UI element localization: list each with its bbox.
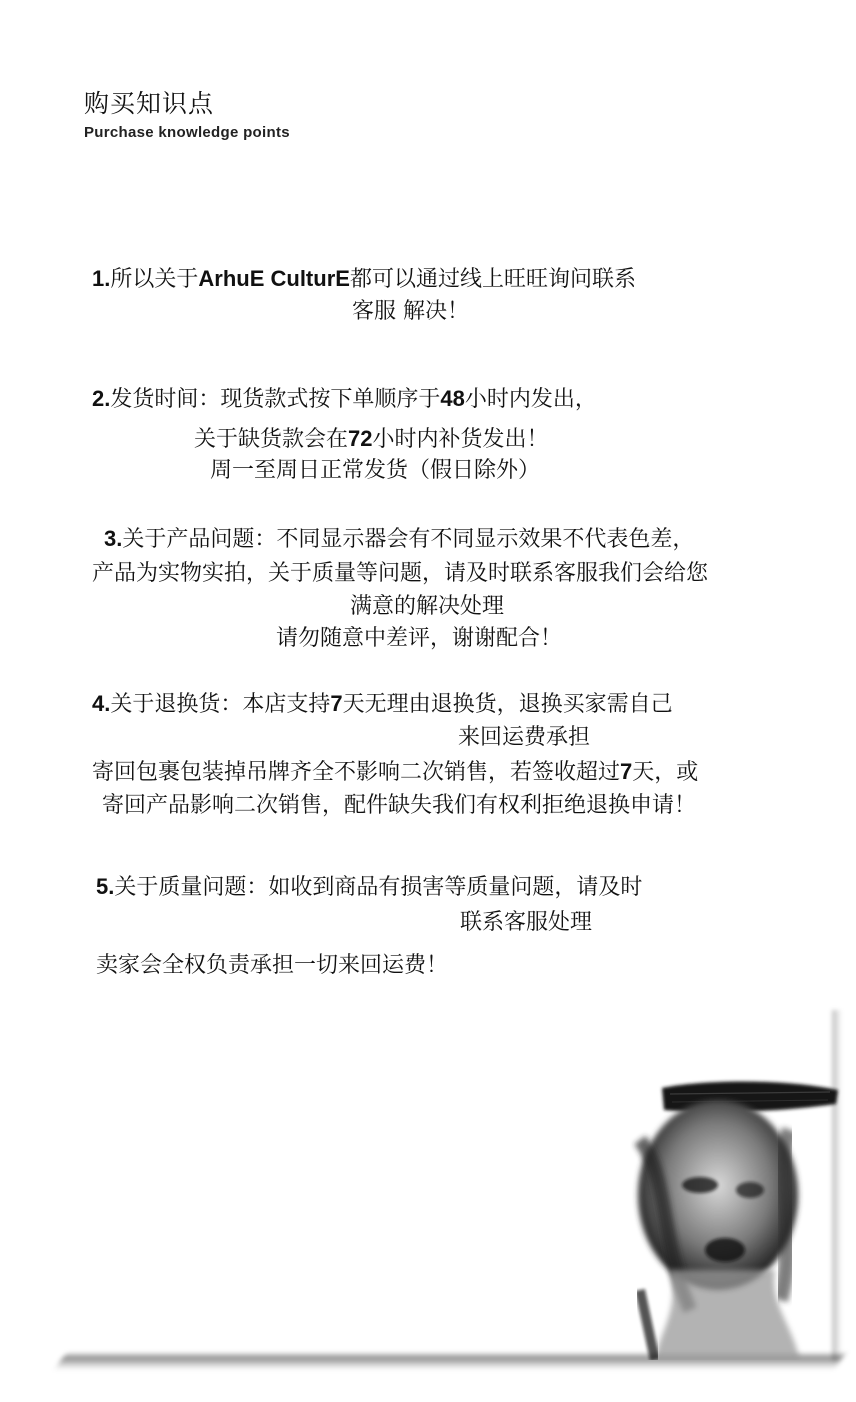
section-4-line-2: 来回运费承担 xyxy=(458,725,591,750)
section-2-line-3: 周一至周日正常发货（假日除外） xyxy=(210,458,541,483)
section-3-line-4: 请勿随意中差评，谢谢配合！ xyxy=(276,626,563,651)
section-1-line-2: 客服 解决！ xyxy=(352,299,469,324)
portrait-illustration xyxy=(600,1060,850,1360)
section-2-line-2: 关于缺货款会在72小时内补货发出！ xyxy=(194,426,549,452)
section-5-line-2: 联系客服处理 xyxy=(460,910,593,935)
section-5-number: 5. xyxy=(96,874,115,899)
section-2-number: 2. xyxy=(92,386,111,411)
section-4-number: 4. xyxy=(92,691,111,716)
section-3-number: 3. xyxy=(104,526,123,551)
section-4-line-1: 4.关于退换货：本店支持7天无理由退换货，退换买家需自己 xyxy=(92,691,673,717)
section-4-line-3: 寄回包裹包装掉吊牌齐全不影响二次销售，若签收超过7天，或 xyxy=(92,759,699,785)
brand-name: ArhuE CulturE xyxy=(198,266,350,291)
section-3-line-1: 3.关于产品问题：不同显示器会有不同显示效果不代表色差， xyxy=(104,526,695,552)
section-1-number: 1. xyxy=(92,266,111,291)
section-3-line-3: 满意的解决处理 xyxy=(350,594,505,619)
section-1-line-1: 1.所以关于ArhuE CulturE都可以通过线上旺旺询问联系 xyxy=(92,266,636,292)
page-subtitle: Purchase knowledge points xyxy=(84,124,290,141)
section-3-line-2: 产品为实物实拍，关于质量等问题，请及时联系客服我们会给您 xyxy=(92,561,709,586)
section-5-line-1: 5.关于质量问题：如收到商品有损害等质量问题，请及时 xyxy=(96,874,643,900)
section-5-line-3: 卖家会全权负责承担一切来回运费！ xyxy=(96,953,449,978)
section-2-line-1: 2.发货时间：现货款式按下单顺序于48小时内发出， xyxy=(92,386,597,412)
section-4-line-4: 寄回产品影响二次销售，配件缺失我们有权利拒绝退换申请！ xyxy=(102,793,697,818)
page-title: 购买知识点 xyxy=(84,89,215,118)
